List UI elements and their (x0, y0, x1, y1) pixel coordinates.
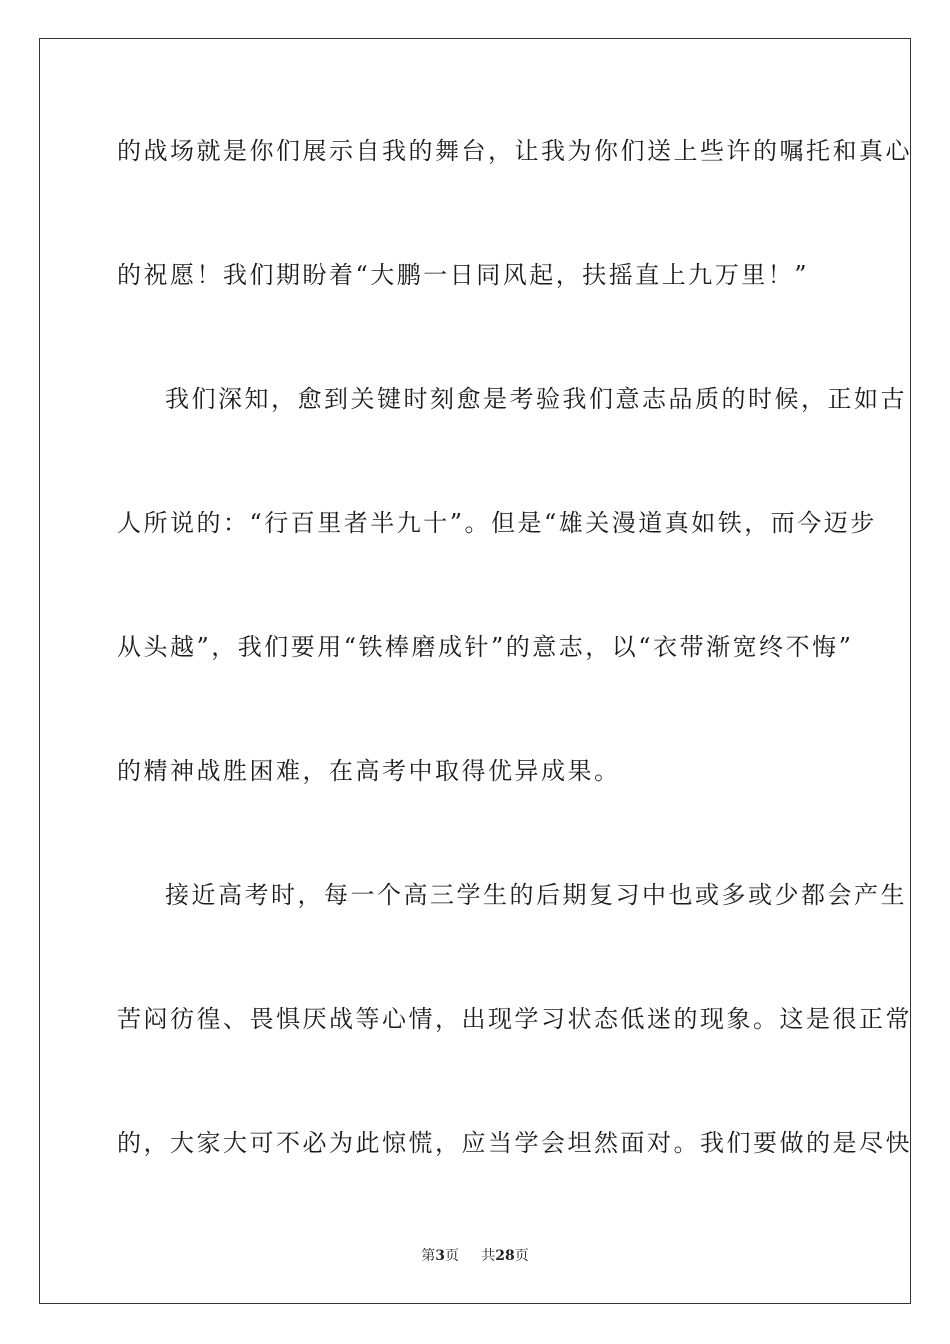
text-line: 人所说的：“行百里者半九十”。但是“雄关漫道真如铁，而今迈步 (117, 509, 877, 537)
text-line: 的精神战胜困难，在高考中取得优异成果。 (117, 757, 621, 785)
text-line: 的战场就是你们展示自我的舞台，让我为你们送上些许的嘱托和真心 (117, 137, 912, 165)
paragraph-first-line: 接近高考时，每一个高三学生的后期复习中也或多或少都会产生 (165, 881, 907, 909)
page-footer (0, 1247, 950, 1265)
text-line: 从头越”，我们要用“铁棒磨成针”的意志，以“衣带渐宽终不悔” (117, 633, 854, 661)
text-line: 的祝愿！我们期盼着“大鹏一日同风起，扶摇直上九万里！” (117, 261, 810, 289)
page-number: 3 (435, 1248, 445, 1264)
text-line: 的，大家大可不必为此惊慌，应当学会坦然面对。我们要做的是尽快 (117, 1129, 912, 1157)
total-pages-label (481, 1248, 528, 1264)
page-label (421, 1248, 463, 1264)
paragraph-first-line: 我们深知，愈到关键时刻愈是考验我们意志品质的时候，正如古 (165, 385, 907, 413)
text-line: 苦闷彷徨、畏惧厌战等心情，出现学习状态低迷的现象。这是很正常 (117, 1005, 912, 1033)
total-suffix: 页 (514, 1248, 529, 1264)
page-prefix: 第 (421, 1248, 436, 1264)
total-prefix: 共 (481, 1248, 496, 1264)
page-border (39, 38, 911, 1304)
page-suffix: 页 (445, 1248, 459, 1264)
total-pages: 28 (495, 1248, 515, 1264)
